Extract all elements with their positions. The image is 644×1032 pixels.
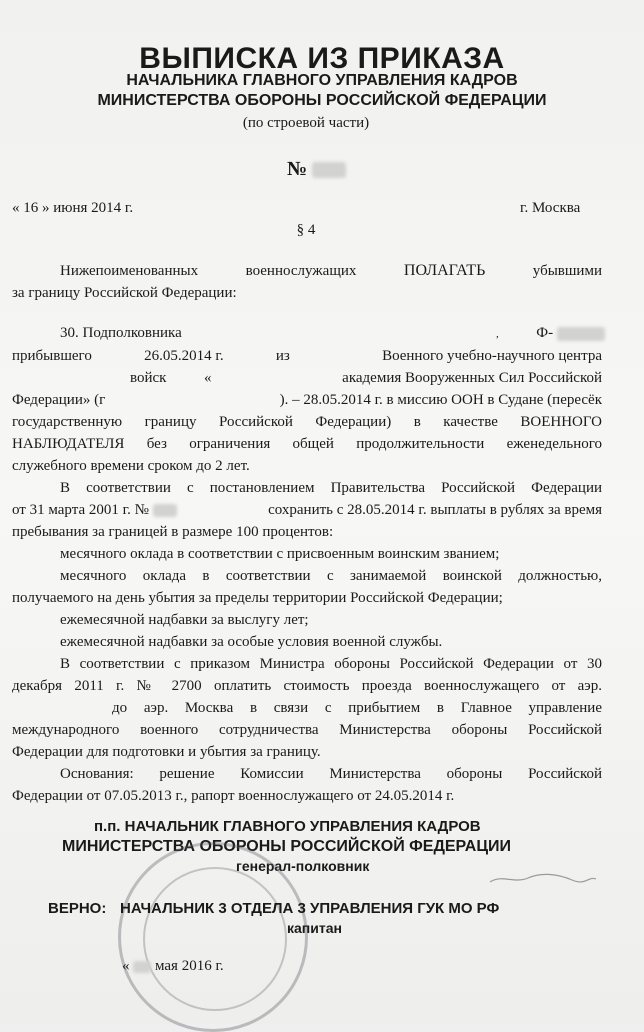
number-sign: №	[287, 158, 308, 180]
payments-line-8: ежемесячной надбавки за особые условия военной службы.	[60, 634, 443, 650]
payments-text: сохранить с 28.05.2014 г. выплаты в рублях за время	[268, 502, 602, 518]
verification-text: НАЧАЛЬНИК 3 ОТДЕЛА 3 УПРАВЛЕНИЯ ГУК МО РФ	[120, 900, 500, 917]
redacted-surname	[557, 327, 605, 341]
item-line-7: служебного времени сроком до 2 лет.	[12, 458, 250, 474]
item-word: академия Вооруженных Сил Российской	[342, 370, 602, 386]
payments-line-3: пребывания за границей в размере 100 процентов:	[12, 524, 334, 540]
surname-initial: Ф-	[536, 325, 554, 341]
order-number	[287, 158, 346, 181]
intro-line-2: за границу Российской Федерации:	[12, 285, 237, 301]
intro-word: убывшими	[532, 263, 602, 279]
payments-line-6: получаемого на день убытия за пределы территории Российской Федерации;	[12, 590, 503, 606]
payments-line-2	[12, 501, 602, 519]
item-word: прибывшего	[12, 348, 92, 364]
payments-line-1: В соответствии с постановлением Правительства Российской Федерации	[60, 480, 602, 496]
item-line-2	[12, 347, 602, 365]
document-subtitle-3: (по строевой части)	[242, 115, 370, 131]
section-number: § 4	[296, 222, 316, 238]
payments-line-5: месячного оклада в соответствии с занимаемой воинской должностью,	[60, 568, 602, 584]
document-subtitle-2: МИНИСТЕРСТВА ОБОРОНЫ РОССИЙСКОЙ ФЕДЕРАЦИИ	[97, 92, 547, 109]
item-line-5: государственную границу Российской Федерации) в качестве ВОЕННОГО	[12, 414, 602, 430]
travel-line-4: международного военного сотрудничества Министерства обороны Российской	[12, 722, 602, 738]
payments-line-4: месячного оклада в соответствии с присвоенным воинским званием;	[60, 546, 500, 562]
redacted-decree-number	[153, 504, 177, 517]
item-text: Федерации» (г	[12, 392, 106, 408]
item-text: ). – 28.05.2014 г. в миссию ООН в Судане (пересёк	[279, 392, 602, 408]
verification-label: ВЕРНО:	[48, 900, 107, 917]
order-city: г. Москва	[520, 200, 581, 216]
intro-line-1	[60, 262, 602, 280]
item-word: войск	[130, 370, 167, 386]
intro-word: Нижепоименованных	[60, 263, 199, 279]
payments-text: от 31 марта 2001 г. №	[12, 502, 149, 518]
order-date: « 16 » июня 2014 г.	[12, 200, 134, 216]
date-month-year: мая 2016 г.	[155, 958, 224, 974]
basis-line-1: Основания: решение Комиссии Министерства обороны Российской	[60, 766, 602, 782]
date-quote: «	[122, 958, 130, 974]
verification-date	[122, 958, 224, 975]
item-line-1-left: 30. Подполковника	[60, 325, 182, 341]
redacted-day	[133, 961, 151, 973]
official-stamp	[118, 842, 308, 1032]
item-line-1-right: , Ф-	[496, 325, 605, 342]
item-word: «	[204, 370, 212, 386]
travel-line-2: декабря 2011 г. № 2700 оплатить стоимость проезда военнослужащего от аэр.	[12, 678, 602, 694]
document-subtitle-1: НАЧАЛЬНИКА ГЛАВНОГО УПРАВЛЕНИЯ КАДРОВ	[126, 72, 518, 89]
travel-line-1: В соответствии с приказом Министра обороны Российской Федерации от 30	[60, 656, 602, 672]
basis-line-2: Федерации от 07.05.2013 г., рапорт военнослужащего от 24.05.2014 г.	[12, 788, 455, 804]
travel-line-5: Федерации для подготовки и убытия за границу.	[12, 744, 321, 760]
intro-word-emphasis: ПОЛАГАТЬ	[403, 262, 486, 279]
item-word: Военного учебно-научного центра	[382, 348, 602, 364]
intro-word: военнослужащих	[245, 263, 357, 279]
redacted-number	[312, 162, 346, 178]
item-word: из	[275, 348, 290, 364]
signatory-title-1: п.п. НАЧАЛЬНИК ГЛАВНОГО УПРАВЛЕНИЯ КАДРОВ	[94, 818, 481, 835]
item-word: 26.05.2014 г.	[144, 348, 224, 364]
signatory-title-2: МИНИСТЕРСТВА ОБОРОНЫ РОССИЙСКОЙ ФЕДЕРАЦИИ	[62, 838, 512, 855]
document-title: ВЫПИСКА ИЗ ПРИКАЗА	[139, 42, 505, 75]
signature-scribble	[488, 868, 598, 888]
item-line-6: НАБЛЮДАТЕЛЯ без ограничения общей продолжительности еженедельного	[12, 436, 602, 452]
verifier-rank: капитан	[287, 920, 342, 936]
payments-line-7: ежемесячной надбавки за выслугу лет;	[60, 612, 309, 628]
signatory-rank: генерал-полковник	[236, 858, 370, 874]
travel-line-3: до аэр. Москва в связи с прибытием в Главное управление	[112, 700, 602, 716]
